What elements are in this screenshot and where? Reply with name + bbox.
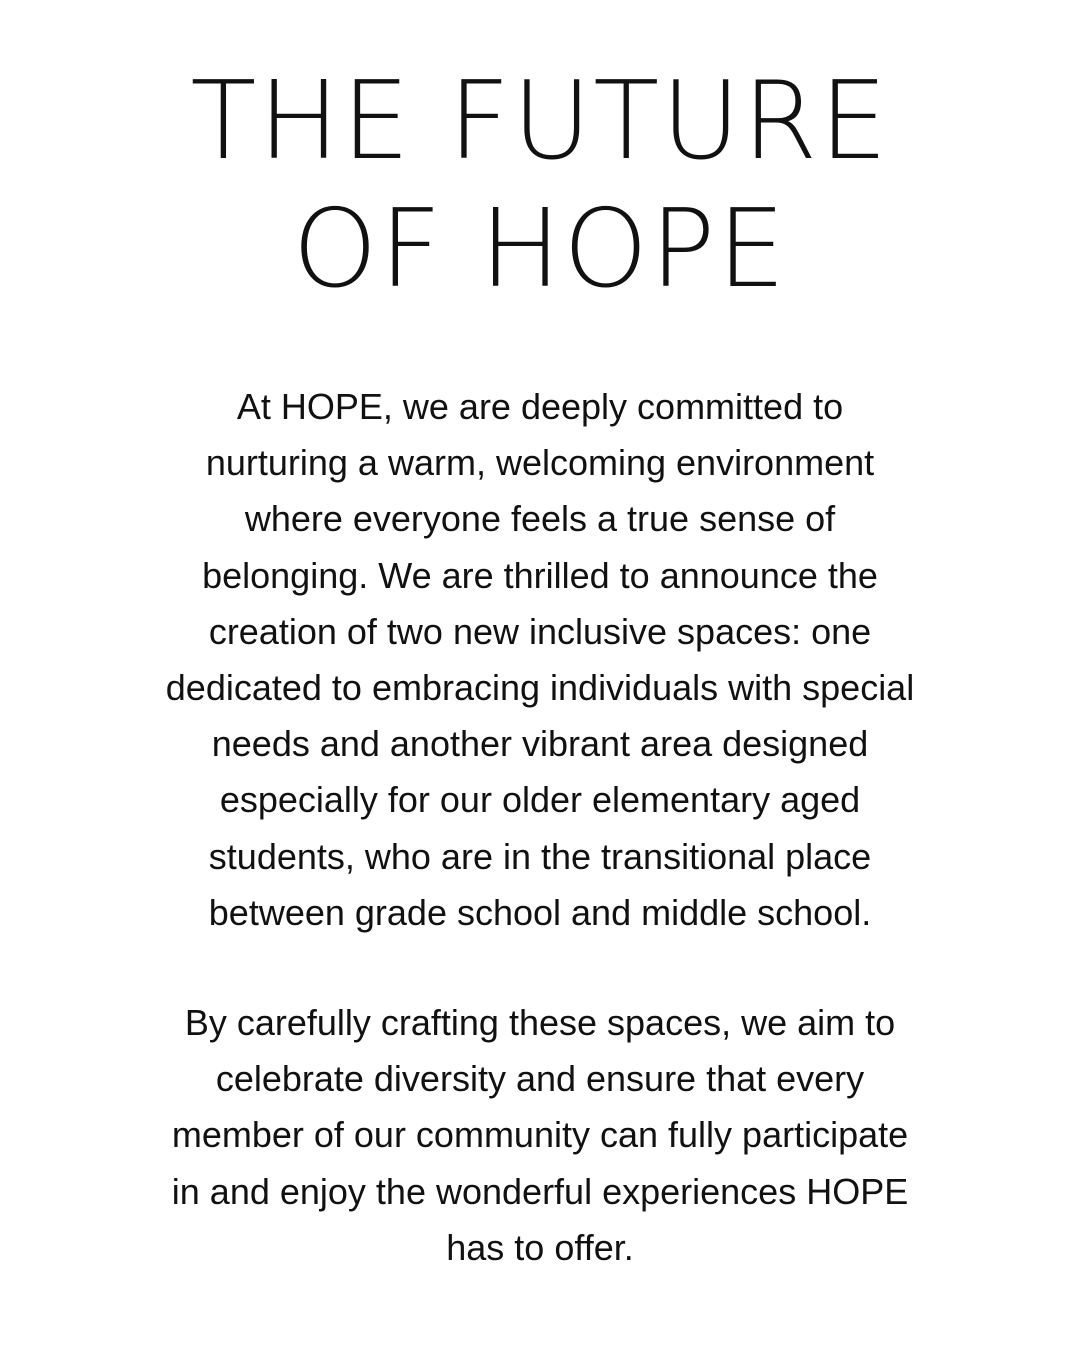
- paragraph-line: creation of two new inclusive spaces: one: [208, 610, 872, 652]
- paragraph-intro: [80, 379, 1000, 941]
- paragraph-line: belonging. We are thrilled to announce the: [202, 554, 878, 596]
- paragraph-line: in and enjoy the wonderful experiences HOPE: [171, 1170, 909, 1212]
- paragraph-closing: [80, 995, 1000, 1276]
- paragraph-line: needs and another vibrant area designed: [211, 723, 869, 765]
- paragraph-line: dedicated to embracing individuals with special: [165, 667, 915, 709]
- paragraph-line: has to offer.: [446, 1226, 634, 1268]
- paragraph-line: students, who are in the transitional place: [208, 835, 872, 877]
- paragraph-line: At HOPE, we are deeply committed to: [236, 386, 844, 427]
- paragraph-line: between grade school and middle school.: [208, 891, 872, 933]
- title-line-1: THE FUTURE: [190, 59, 890, 184]
- paragraph-line: especially for our older elementary aged: [219, 779, 861, 821]
- title-line-2: OF HOPE: [292, 187, 788, 312]
- paragraph-line: nurturing a warm, welcoming environment: [205, 442, 875, 484]
- page-title: [0, 58, 1080, 314]
- paragraph-line: By carefully crafting these spaces, we aim to: [184, 1002, 896, 1043]
- paragraph-line: celebrate diversity and ensure that every: [215, 1058, 865, 1100]
- paragraph-line: member of our community can fully participate: [171, 1114, 909, 1156]
- paragraph-line: where everyone feels a true sense of: [244, 498, 836, 540]
